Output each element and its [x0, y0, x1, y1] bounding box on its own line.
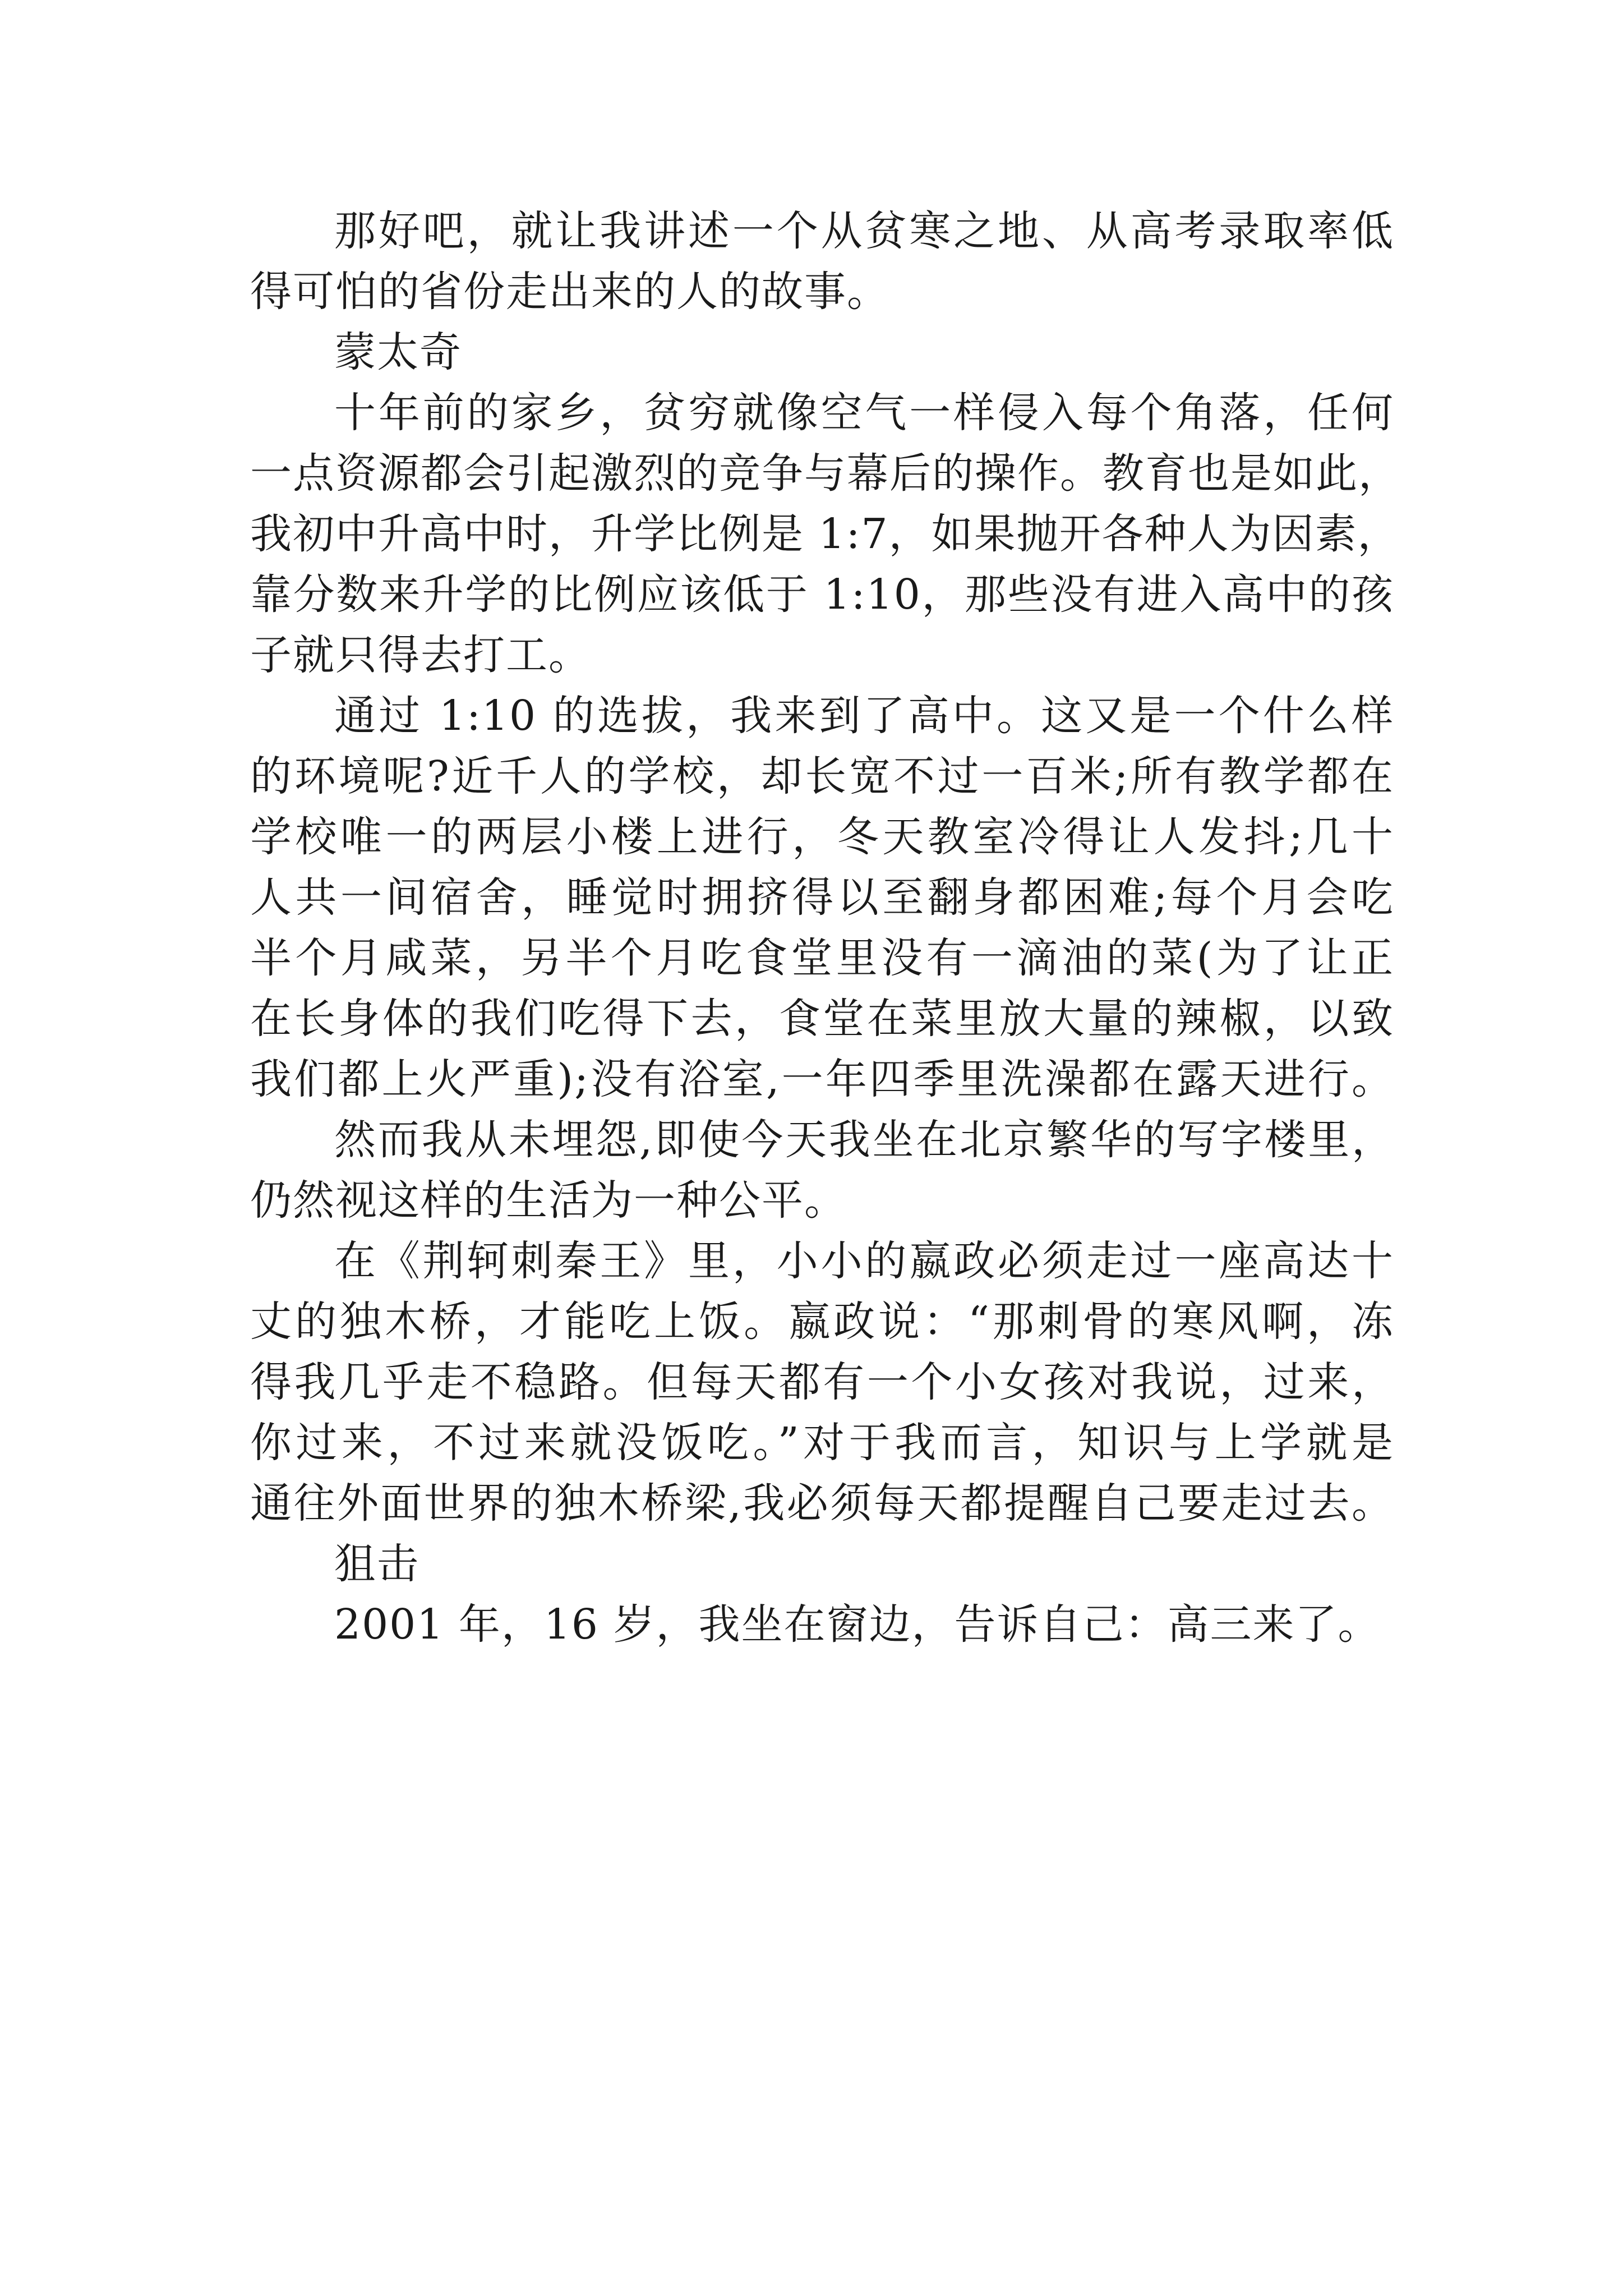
text-line: 半个月咸菜，另半个月吃食堂里没有一滴油的菜(为了让正 [250, 934, 1394, 982]
paragraph [250, 1594, 1394, 1655]
paragraph [250, 201, 1394, 322]
paragraph [250, 1110, 1394, 1231]
text-line: 靠分数来升学的比例应该低于 1:10，那些没有进入高中的孩 [250, 570, 1394, 619]
text-line: 通往外面世界的独木桥梁,我必须每天都提醒自己要走过去。 [250, 1479, 1394, 1527]
text-line: 那好吧，就让我讲述一个从贫寒之地、从高考录取率低 [334, 207, 1394, 255]
text-line: 通过 1:10 的选拔，我来到了高中。这又是一个什么样 [334, 692, 1394, 740]
text-line: 然而我从未埋怨,即使今天我坐在北京繁华的写字楼里， [334, 1116, 1394, 1164]
text-line: 一点资源都会引起激烈的竞争与幕后的操作。教育也是如此， [250, 449, 1401, 498]
text-line: 的环境呢?近千人的学校，却长宽不过一百米;所有教学都在 [250, 752, 1394, 800]
text-line: 人共一间宿舍，睡觉时拥挤得以至翻身都困难;每个月会吃 [250, 873, 1394, 922]
section-heading [250, 1534, 1394, 1594]
text-line: 丈的独木桥，才能吃上饭。嬴政说：“那刺骨的寒风啊，冻 [250, 1297, 1394, 1346]
text-line: 你过来，不过来就没饭吃。”对于我而言，知识与上学就是 [250, 1419, 1394, 1467]
text-line: 我初中升高中时，升学比例是 1:7，如果抛开各种人为因素， [250, 510, 1400, 558]
paragraph [250, 1231, 1394, 1534]
text-line: 十年前的家乡，贫穷就像空气一样侵入每个角落，任何 [334, 389, 1394, 437]
text-line: 仍然视这样的生活为一种公平。 [250, 1176, 847, 1225]
paragraph [250, 383, 1401, 685]
text-line: 2001 年，16 岁，我坐在窗边，告诉自己：高三来了。 [334, 1600, 1381, 1649]
section-heading [250, 322, 1394, 383]
text-line: 得我几乎走不稳路。但每天都有一个小女孩对我说，过来， [250, 1358, 1394, 1406]
text-line: 在长身体的我们吃得下去，食堂在菜里放大量的辣椒，以致 [250, 995, 1394, 1043]
text-line: 狙击 [334, 1540, 419, 1588]
text-line: 得可怕的省份走出来的人的故事。 [250, 268, 889, 316]
text-line: 学校唯一的两层小楼上进行，冬天教室冷得让人发抖;几十 [250, 813, 1394, 861]
text-line: 我们都上火严重);没有浴室,一年四季里洗澡都在露天进行。 [250, 1055, 1394, 1103]
document-body [250, 201, 1401, 1655]
text-line: 在《荆轲刺秦王》里，小小的嬴政必须走过一座高达十 [334, 1237, 1394, 1285]
text-line: 蒙太奇 [334, 328, 462, 376]
paragraph [250, 685, 1394, 1110]
text-line: 子就只得去打工。 [250, 631, 591, 679]
